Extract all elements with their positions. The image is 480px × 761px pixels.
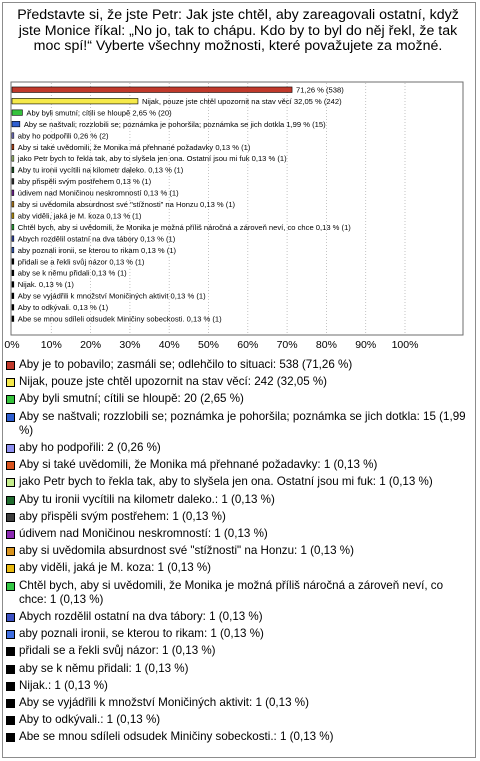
- legend-swatch: [6, 444, 15, 453]
- legend-swatch: [6, 564, 15, 573]
- legend-swatch: [6, 716, 15, 725]
- x-tick-label: 90%: [355, 339, 377, 351]
- legend-item: [6, 441, 472, 455]
- legend-label: údivem nad Moničinou neskromností: 1 (0,13 %): [19, 526, 268, 540]
- x-tick-label: 0%: [4, 339, 20, 351]
- bar: [12, 224, 14, 230]
- bar-label: Nijak. 0,13 % (1): [17, 280, 74, 290]
- bar-label: Nijak, pouze jste chtěl upozornit na stav věcí 32,05 % (242): [141, 96, 342, 106]
- bar: [12, 213, 14, 219]
- legend-item: [6, 627, 472, 641]
- bar: [12, 190, 14, 196]
- legend-item: [6, 561, 472, 575]
- bar: [12, 156, 14, 162]
- legend-swatch: [6, 665, 15, 674]
- x-tick-label: 30%: [119, 339, 141, 351]
- legend-item: [6, 358, 472, 372]
- legend-swatch: [6, 361, 15, 370]
- legend-label: Aby tu ironii vycítili na kilometr daleko.: 1 (0,13 %): [19, 492, 275, 506]
- bar: [12, 110, 22, 116]
- legend-swatch: [6, 547, 15, 556]
- legend-item: [6, 730, 472, 744]
- legend-label: Chtěl bych, aby si uvědomili, že Monika je možná příliš náročná a zároveň neví, co chce: 1 (0,13 %): [19, 578, 444, 606]
- legend-swatch: [6, 582, 15, 591]
- bar-label: aby se k němu přidali 0,13 % (1): [17, 268, 127, 278]
- legend-label: Nijak, pouze jste chtěl upozornit na stav věcí: 242 (32,05 %): [19, 375, 328, 389]
- bar: [12, 247, 14, 253]
- legend-label: aby poznali ironii, se kterou to rikam: 1 (0,13 %): [19, 627, 264, 641]
- legend-swatch: [6, 478, 15, 487]
- legend-swatch: [6, 733, 15, 742]
- legend-label: jako Petr bych to řekla tak, aby to slyšela jen ona. Ostatní jsou mi fuk: 1 (0,13 %): [19, 475, 433, 489]
- bar-label: Abe se mnou sdíleli odsudek Miničiny sobeckosti. 0,13 % (1): [17, 314, 222, 324]
- bar: [12, 201, 14, 207]
- legend-label: aby ho podpořili: 2 (0,26 %): [19, 441, 161, 455]
- legend-swatch: [6, 513, 15, 522]
- legend-item: [6, 410, 472, 439]
- legend-item: [6, 679, 472, 693]
- bar-label: aby viděli, jaká je M. koza 0,13 % (1): [17, 211, 142, 221]
- bar-label: údivem nad Moničinou neskromností 0,13 % (1): [17, 188, 179, 198]
- bar-label: aby ho podpořili 0,26 % (2): [17, 131, 109, 141]
- legend-swatch: [6, 613, 15, 622]
- bar: [12, 259, 14, 265]
- bar-label: aby přispěli svým postřehem 0,13 % (1): [17, 177, 152, 187]
- bar: [12, 144, 14, 150]
- bar: [12, 121, 20, 127]
- bar: [12, 282, 14, 288]
- legend-swatch: [6, 378, 15, 387]
- x-tick-label: 40%: [158, 339, 180, 351]
- bar-label: Abych rozdělil ostatní na dva tábory 0,13 % (1): [17, 234, 176, 244]
- x-tick-label: 10%: [40, 339, 62, 351]
- bar-label: Aby si také uvědomili, že Monika má přehnané požadavky 0,13 % (1): [17, 142, 251, 152]
- bar: [12, 167, 14, 173]
- bar: [12, 87, 292, 93]
- x-tick-label: 80%: [315, 339, 337, 351]
- bar-label: Aby byli smutní; cítili se hloupě 2,65 % (20): [26, 108, 172, 118]
- legend-item: [6, 713, 472, 727]
- bar-label: Chtěl bych, aby si uvědomili, že Monika je možná příliš náročná a zároveň neví, co chce 0,13 % (1): [17, 222, 351, 232]
- legend-label: Abych rozdělil ostatní na dva tábory: 1 (0,13 %): [19, 610, 263, 624]
- chart-title: Představte si, že jste Petr: Jak jste chtěl, aby zareagovali ostatní, když jste Monice říkal: „No jo, tak to chápu. Kdo by to byl do něj řekl, že tak moc spí!“ Vyberte všechny možnosti, které považujete za možné.: [17, 7, 459, 54]
- bar-label: přidali se a řekli svůj názor 0,13 % (1): [17, 257, 145, 267]
- bar-label: aby si uvědomila absurdnost své "stížnosti" na Honzu 0,13 % (1): [17, 200, 236, 210]
- legend-item: [6, 375, 472, 389]
- legend-item: [6, 579, 472, 608]
- bar-label: Aby se vyjádřili k množství Moničiných aktivit 0,13 % (1): [17, 291, 206, 301]
- x-tick-label: 70%: [276, 339, 298, 351]
- legend-swatch: [6, 530, 15, 539]
- bar-label: Aby tu ironii vycítili na kilometr daleko. 0,13 % (1): [17, 165, 184, 175]
- bar-label: jako Petr bych to řekla tak, aby to slyšela jen ona. Ostatní jsou mi fuk 0,13 % (1): [17, 154, 287, 164]
- legend-label: Aby se vyjádřili k množství Moničiných aktivit: 1 (0,13 %): [19, 695, 309, 709]
- x-tick-label: 60%: [237, 339, 259, 351]
- bar-label: 71,26 % (538): [296, 85, 344, 95]
- legend-item: [6, 392, 472, 406]
- legend-label: Aby si také uvědomili, že Monika má přehnané požadavky: 1 (0,13 %): [19, 458, 378, 472]
- legend-label: Aby je to pobavilo; zasmáli se; odlehčilo to situaci: 538 (71,26 %): [19, 358, 353, 371]
- bar: [12, 236, 14, 242]
- legend: [6, 358, 472, 748]
- legend-swatch: [6, 699, 15, 708]
- legend-label: Aby to odkývali.: 1 (0,13 %): [19, 713, 161, 727]
- bar: [12, 133, 14, 139]
- legend-item: [6, 544, 472, 558]
- legend-label: aby se k němu přidali: 1 (0,13 %): [19, 661, 189, 675]
- bar-chart: [0, 0, 480, 358]
- legend-item: [6, 527, 472, 541]
- legend-item: [6, 493, 472, 507]
- legend-item: [6, 610, 472, 624]
- x-tick-label: 50%: [197, 339, 220, 351]
- legend-label: aby si uvědomila absurdnost své "stížnosti" na Honzu: 1 (0,13 %): [19, 544, 354, 558]
- bar: [12, 316, 14, 322]
- bar: [12, 179, 14, 185]
- legend-label: přidali se a řekli svůj názor: 1 (0,13 %): [19, 644, 216, 658]
- x-axis-ticks: [4, 339, 418, 351]
- x-tick-label: 100%: [391, 339, 419, 351]
- x-tick-label: 20%: [80, 339, 102, 351]
- legend-swatch: [6, 647, 15, 656]
- legend-swatch: [6, 630, 15, 639]
- legend-item: [6, 662, 472, 676]
- legend-item: [6, 696, 472, 710]
- legend-item: [6, 458, 472, 472]
- legend-label: Aby se naštvali; rozzlobili se; poznámka je pohoršila; poznámka se jich dotkla: 15 (1,99 %): [19, 409, 466, 437]
- bar-label: Aby se naštvali; rozzlobili se; poznámka je pohoršila; poznámka se jich dotkla 1,99 % (15): [23, 119, 326, 129]
- bar-label: aby poznali ironii, se kterou to rikam 0,13 % (1): [17, 245, 177, 255]
- legend-swatch: [6, 682, 15, 691]
- legend-item: [6, 510, 472, 524]
- bar: [12, 98, 138, 104]
- bar: [12, 270, 14, 276]
- bar-label: Aby to odkývali. 0,13 % (1): [17, 303, 109, 313]
- legend-label: aby přispěli svým postřehem: 1 (0,13 %): [19, 509, 226, 523]
- legend-swatch: [6, 461, 15, 470]
- legend-swatch: [6, 413, 15, 422]
- legend-item: [6, 475, 472, 489]
- legend-item: [6, 644, 472, 658]
- bar: [12, 305, 14, 311]
- legend-swatch: [6, 496, 15, 505]
- legend-label: Aby byli smutní; cítili se hloupě: 20 (2,65 %): [19, 392, 244, 406]
- legend-swatch: [6, 395, 15, 404]
- legend-label: Abe se mnou sdíleli odsudek Miničiny sobeckosti.: 1 (0,13 %): [19, 730, 334, 744]
- bar: [12, 293, 14, 299]
- legend-label: Nijak.: 1 (0,13 %): [19, 678, 108, 692]
- legend-label: aby viděli, jaká je M. koza: 1 (0,13 %): [19, 561, 212, 575]
